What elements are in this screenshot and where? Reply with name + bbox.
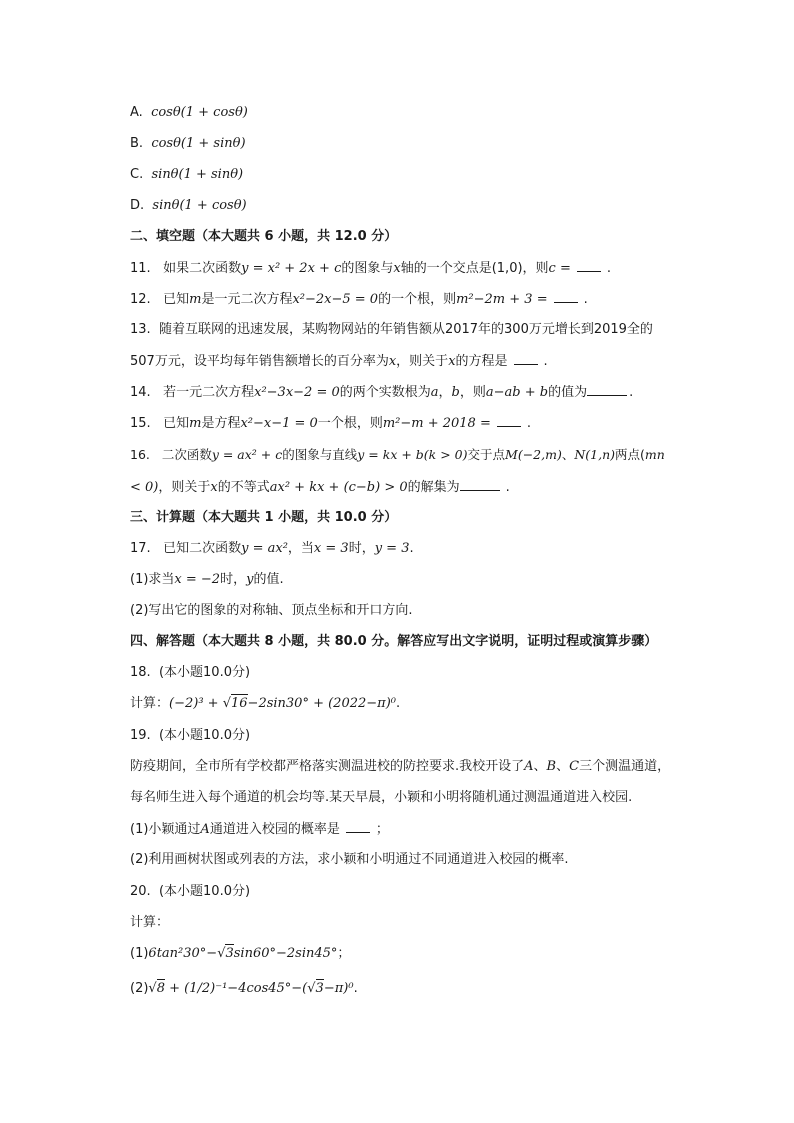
text-fragment: 的方程是: [455, 354, 508, 369]
section-heading-solution: 四、解答题（本大题共 8 小题，共 80.0 分。解答应写出文字说明，证明过程或演算步骤）: [130, 634, 658, 649]
option-c: [130, 165, 734, 185]
text-fragment: 的值为: [548, 385, 588, 400]
text-fragment: (1)小颖通过: [130, 822, 201, 837]
text-fragment: ，则: [459, 385, 486, 400]
text-fragment: 时，: [220, 572, 247, 587]
text-fragment: .: [583, 292, 588, 307]
text-fragment: x: [448, 354, 456, 369]
text-fragment: 的值.: [253, 572, 284, 587]
text-fragment: 轴的一个交点是(1,0)，则: [400, 261, 549, 276]
text-fragment: cosθ(1 + cosθ): [151, 105, 248, 120]
text-fragment: .: [606, 261, 611, 276]
text-fragment: 的不等式: [217, 480, 270, 495]
text-fragment: y = 3: [374, 541, 410, 556]
section-heading-calculation: 三、计算题（本大题共 1 小题，共 10.0 分）: [130, 510, 398, 525]
text-fragment: .: [353, 981, 358, 996]
text-fragment: 13.: [130, 322, 151, 337]
text-fragment: 如果二次函数: [163, 261, 242, 276]
text-fragment: 的图象与直线: [282, 447, 358, 462]
text-fragment: + (: [165, 981, 190, 996]
text-fragment: ；: [375, 822, 389, 837]
text-fragment: b: [451, 385, 460, 400]
text-fragment: c =: [548, 261, 571, 276]
answer-blank[interactable]: [587, 382, 627, 396]
question-19-line1: [130, 757, 734, 777]
text-fragment: −π)⁰: [323, 981, 354, 996]
text-fragment: 的一个根，则: [378, 292, 457, 307]
question-19-part2: (2)利用画树状图或列表的方法，求小颖和小明通过不同通道进入校园的概率.: [130, 852, 569, 867]
text-fragment: N(1,n): [574, 447, 616, 462]
text-fragment: 已知二次函数: [163, 541, 242, 556]
question-19-header: [130, 726, 734, 746]
answer-blank[interactable]: [514, 351, 538, 365]
question-16-line1: [130, 445, 734, 465]
text-fragment: 3: [315, 981, 324, 996]
text-fragment: M(−2,m): [505, 447, 562, 462]
text-fragment: .: [543, 354, 548, 369]
text-fragment: 、: [561, 447, 575, 462]
text-fragment: < 0): [130, 480, 159, 495]
question-11: [130, 258, 734, 279]
text-fragment: A.: [130, 105, 143, 120]
text-fragment: 、: [533, 759, 547, 774]
text-fragment: 随着互联网的迅速发展，某购物网站的年销售额从2017年的300万元增长到2019全的: [158, 322, 653, 337]
text-fragment: a: [430, 385, 439, 400]
text-fragment: x = −2: [174, 572, 221, 587]
text-fragment: 16: [231, 696, 248, 711]
text-fragment: m: [189, 292, 202, 307]
question-19-part1: [130, 819, 734, 840]
text-fragment: 6tan²30°−: [148, 946, 218, 961]
text-fragment: 交于点: [467, 447, 506, 462]
text-fragment: ，当: [287, 541, 314, 556]
text-fragment: x²−2x−5 = 0: [292, 292, 379, 307]
text-fragment: 19.: [130, 728, 151, 743]
text-fragment: sinθ(1 + sinθ): [151, 167, 244, 182]
text-fragment: x: [393, 261, 401, 276]
text-fragment: ax² + kx + (c−b) > 0: [269, 480, 408, 495]
text-fragment: 计算：: [130, 696, 170, 711]
text-fragment: ，则关于: [396, 354, 449, 369]
text-fragment: 防疫期间，全市所有学校都严格落实测温进校的防控要求.我校开设了: [130, 759, 525, 774]
text-fragment: y = kx + b(k > 0): [357, 447, 468, 462]
text-fragment: (1)求当: [130, 572, 175, 587]
text-fragment: (2): [130, 981, 149, 996]
question-20-header: [130, 882, 734, 902]
text-fragment: C: [569, 759, 580, 774]
answer-blank[interactable]: [460, 477, 500, 491]
text-fragment: a−ab + b: [485, 385, 549, 400]
text-fragment: (本小题10.0分): [158, 884, 251, 899]
text-fragment: sinθ(1 + cosθ): [152, 198, 247, 213]
text-fragment: y = ax² + c: [211, 447, 283, 462]
text-fragment: 1/2: [189, 981, 211, 996]
question-13-line1: [130, 320, 734, 340]
text-fragment: cosθ(1 + sinθ): [151, 136, 246, 151]
option-b: [130, 134, 734, 154]
text-fragment: .: [505, 480, 510, 495]
section-heading-fill-blank: 二、填空题（本大题共 6 小题，共 12.0 分）: [130, 229, 398, 244]
text-fragment: 是一元二次方程: [201, 292, 293, 307]
text-fragment: A: [524, 759, 534, 774]
text-fragment: 通道进入校园的概率是: [209, 822, 340, 837]
text-fragment: B.: [130, 136, 144, 151]
text-fragment: (−2)³ +: [169, 696, 223, 711]
text-fragment: x: [210, 480, 218, 495]
text-fragment: D.: [130, 198, 145, 213]
text-fragment: 一个根，则: [317, 416, 383, 431]
text-fragment: m²−2m + 3 =: [456, 292, 548, 307]
text-fragment: 8: [156, 981, 165, 996]
text-fragment: C.: [130, 167, 144, 182]
text-fragment: 已知: [163, 292, 190, 307]
text-fragment: 12.: [130, 292, 151, 307]
answer-blank[interactable]: [497, 413, 521, 427]
text-fragment: y = ax²: [241, 541, 288, 556]
question-17: [130, 539, 734, 559]
question-19-line2: 每名师生进入每个通道的机会均等.某天早晨，小颖和小明将随机通过测温通道进入校园.: [130, 790, 633, 805]
text-fragment: .: [629, 385, 634, 400]
text-fragment: m: [189, 416, 202, 431]
text-fragment: 时，: [348, 541, 375, 556]
text-fragment: 的解集为: [407, 480, 460, 495]
text-fragment: 507万元，设平均每年销售额增长的百分率为: [130, 354, 389, 369]
text-fragment: .: [526, 416, 531, 431]
question-12: [130, 289, 734, 310]
question-18-header: [130, 663, 734, 683]
text-fragment: x = 3: [313, 541, 349, 556]
answer-blank[interactable]: [346, 819, 370, 833]
text-fragment: sin60°−2sin45°: [233, 946, 338, 961]
text-fragment: 已知: [163, 416, 190, 431]
text-fragment: 的两个实数根为: [339, 385, 431, 400]
text-fragment: 11.: [130, 261, 151, 276]
text-fragment: m²−m + 2018 =: [382, 416, 491, 431]
text-fragment: x²−3x−2 = 0: [254, 385, 340, 400]
text-fragment: 若一元二次方程: [163, 385, 255, 400]
text-fragment: B: [546, 759, 557, 774]
text-fragment: x: [388, 354, 397, 369]
text-fragment: −2sin30° + (2022−π)⁰: [247, 696, 396, 711]
text-fragment: x²−x−1 = 0: [240, 416, 318, 431]
text-fragment: 20.: [130, 884, 151, 899]
question-14: [130, 382, 734, 403]
question-13-line2: [130, 351, 734, 372]
text-fragment: 三个测温通道，: [579, 759, 671, 774]
text-fragment: mn: [644, 447, 665, 462]
text-fragment: (本小题10.0分): [158, 728, 251, 743]
question-17-part1: [130, 570, 734, 590]
text-fragment: (本小题10.0分): [158, 665, 251, 680]
question-20-intro: 计算：: [130, 915, 170, 930]
text-fragment: 15.: [130, 416, 151, 431]
text-fragment: (1): [130, 946, 149, 961]
question-20-part1: (1)6tan²30°−√3sin60°−2sin45°；: [130, 946, 351, 961]
text-fragment: y = x² + 2x + c: [241, 261, 342, 276]
text-fragment: 3: [225, 946, 234, 961]
question-18-body: 计算：(−2)³ + √16−2sin30° + (2022−π)⁰.: [130, 696, 401, 711]
question-16-line2: [130, 477, 734, 498]
text-fragment: 二次函数: [161, 447, 212, 462]
text-fragment: .: [409, 541, 414, 556]
text-fragment: 的图象与: [341, 261, 394, 276]
text-fragment: )⁻¹−4cos45°−(: [210, 981, 308, 996]
text-fragment: ，: [438, 385, 452, 400]
text-fragment: ，则关于: [158, 480, 211, 495]
text-fragment: .: [396, 696, 401, 711]
text-fragment: 、: [556, 759, 570, 774]
text-fragment: 14.: [130, 385, 151, 400]
text-fragment: 18.: [130, 665, 151, 680]
text-fragment: y: [246, 572, 254, 587]
text-fragment: ；: [337, 946, 351, 961]
option-a: [130, 103, 734, 123]
text-fragment: 是方程: [201, 416, 241, 431]
question-15: [130, 413, 734, 434]
question-17-part2: (2)写出它的图象的对称轴、顶点坐标和开口方向.: [130, 603, 413, 618]
text-fragment: 17.: [130, 541, 151, 556]
option-d: [130, 196, 734, 216]
text-fragment: 16.: [130, 447, 150, 462]
question-20-part2: (2)√8 + (1/2)⁻¹−4cos45°−(√3−π)⁰.: [130, 981, 358, 996]
text-fragment: A: [200, 822, 210, 837]
answer-blank[interactable]: [554, 289, 578, 303]
text-fragment: 两点(: [615, 447, 645, 462]
answer-blank[interactable]: [577, 258, 601, 272]
